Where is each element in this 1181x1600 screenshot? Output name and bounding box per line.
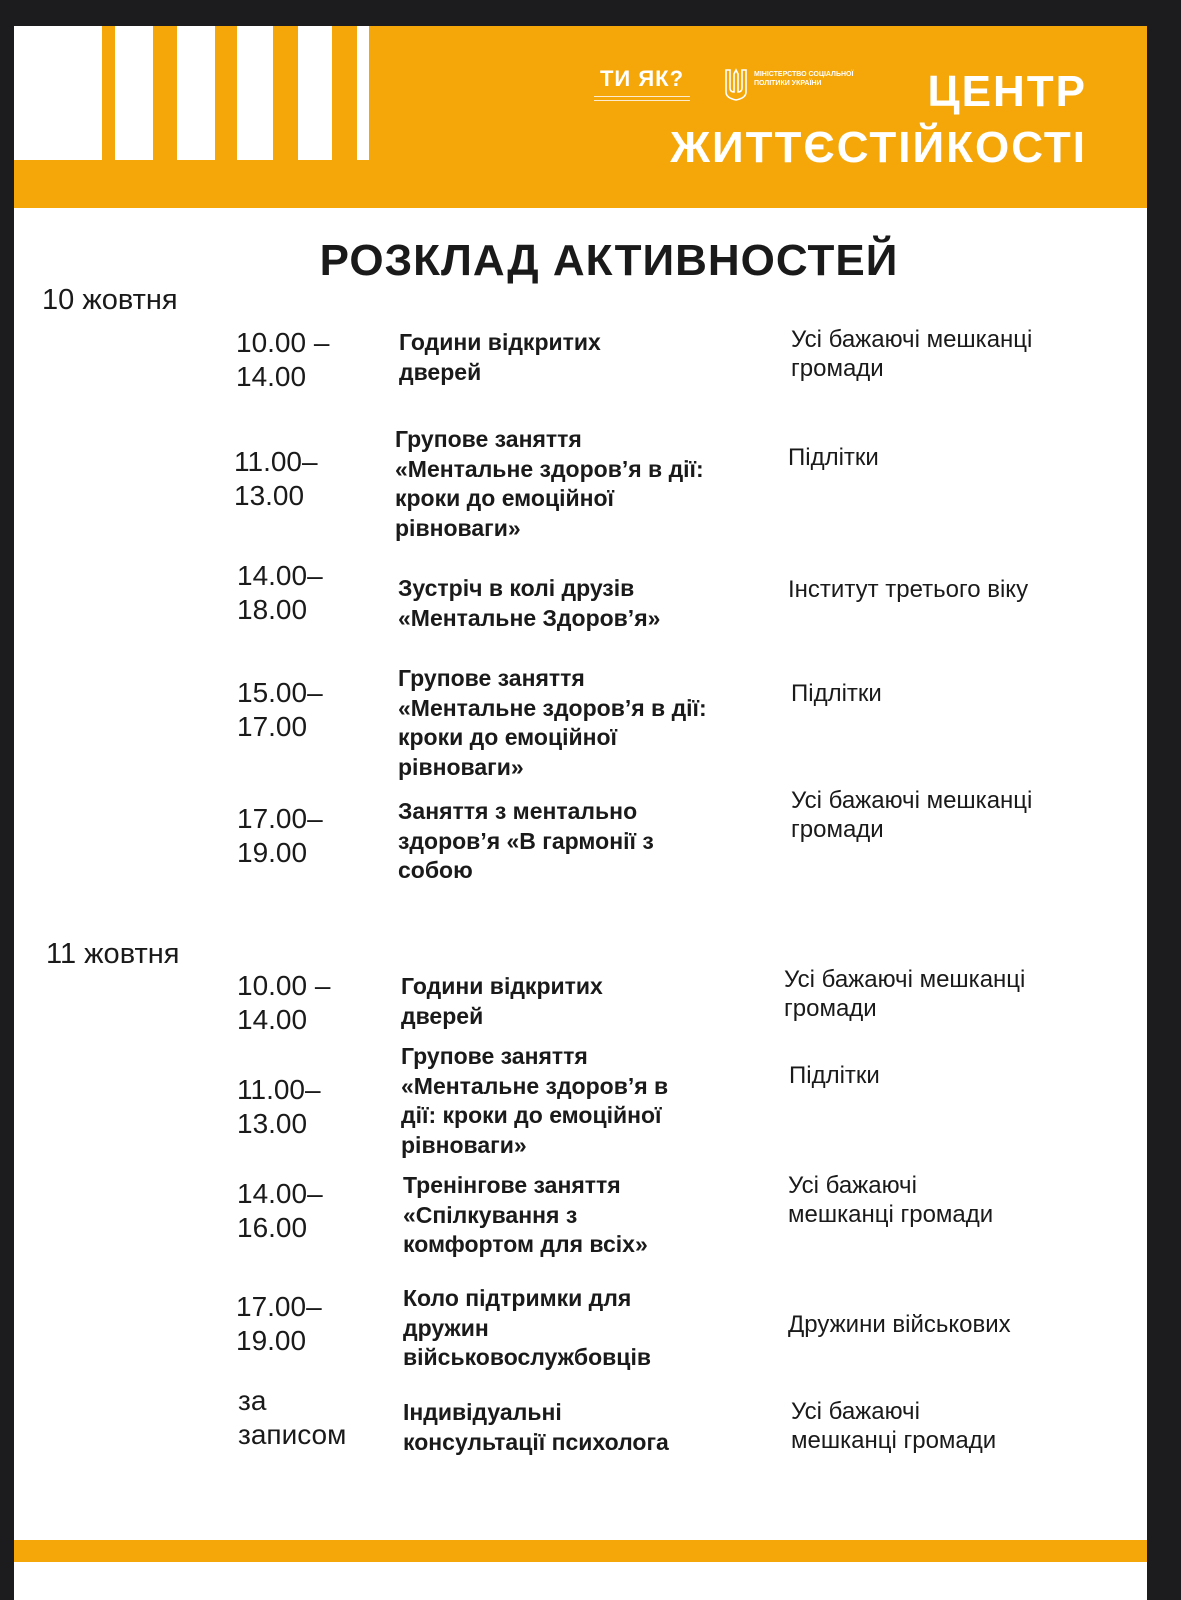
center-title [670,64,1087,176]
audience-cell: Усі бажаючі мешканці громади [784,966,1026,1022]
header-stripe [357,26,369,160]
time-cell: за записом [238,1385,347,1450]
header-banner [14,26,1147,208]
activity-cell: Групове заняття «Ментальне здоров’я в дії: кроки до емоційної рівноваги» [401,1043,669,1158]
schedule-page [14,26,1147,1600]
center-title-line2: ЖИТТЄСТІЙКОСТІ [670,123,1087,172]
time-cell: 10.00 – 14.00 [236,327,330,392]
activity-cell: Заняття з ментально здоров’я «В гармонії з собою [398,798,654,883]
audience-cell: Дружини військових [788,1311,1011,1338]
footer-bar [14,1540,1147,1562]
audience-cell: Усі бажаючі мешканці громади [791,326,1033,382]
tiyak-logo-text: ТИ ЯК? [599,66,685,91]
activity-cell: Групове заняття «Ментальне здоров’я в дії: кроки до емоційної рівноваги» [398,665,707,780]
audience-cell: Усі бажаючі мешканці громади [791,1398,997,1454]
ministry-name: МІНІСТЕРСТВО СОЦІАЛЬНОЇ ПОЛІТИКИ УКРАЇНИ [754,71,854,87]
time-cell: 14.00– 18.00 [237,560,323,625]
activity-cell: Години відкритих дверей [401,973,603,1029]
time-cell: 17.00– 19.00 [236,1291,322,1356]
header-stripe [14,26,102,160]
header-stripe [237,26,273,160]
audience-cell: Усі бажаючі мешканці громади [791,787,1033,843]
header-stripe [115,26,153,160]
center-title-line1: ЦЕНТР [927,67,1087,116]
audience-cell: Підлітки [791,680,882,707]
audience-cell: Усі бажаючі мешканці громади [788,1172,994,1228]
day-heading: 10 жовтня [42,284,178,316]
day-heading: 11 жовтня [46,938,180,970]
time-cell: 11.00– 13.00 [237,1074,321,1139]
audience-cell: Підлітки [789,1062,880,1089]
activity-cell: Коло підтримки для дружин військовослужбовців [403,1285,651,1370]
audience-cell: Підлітки [788,444,879,471]
activity-cell: Тренінгове заняття «Спілкування з комфортом для всіх» [403,1172,648,1257]
time-cell: 14.00– 16.00 [237,1178,323,1243]
activity-cell: Години відкритих дверей [399,329,601,385]
time-cell: 17.00– 19.00 [237,803,323,868]
activity-cell: Індивідуальні консультації психолога [403,1399,669,1455]
time-cell: 15.00– 17.00 [237,677,323,742]
activity-cell: Групове заняття «Ментальне здоров’я в дії: кроки до емоційної рівноваги» [395,426,704,541]
time-cell: 10.00 – 14.00 [237,970,331,1035]
header-stripe [298,26,332,160]
header-stripe [177,26,215,160]
audience-cell: Інститут третього віку [788,576,1029,603]
activity-cell: Зустріч в колі друзів «Ментальне Здоров’я» [398,575,661,631]
time-cell: 11.00– 13.00 [234,446,318,511]
schedule-title: РОЗКЛАД АКТИВНОСТЕЙ [319,236,899,285]
